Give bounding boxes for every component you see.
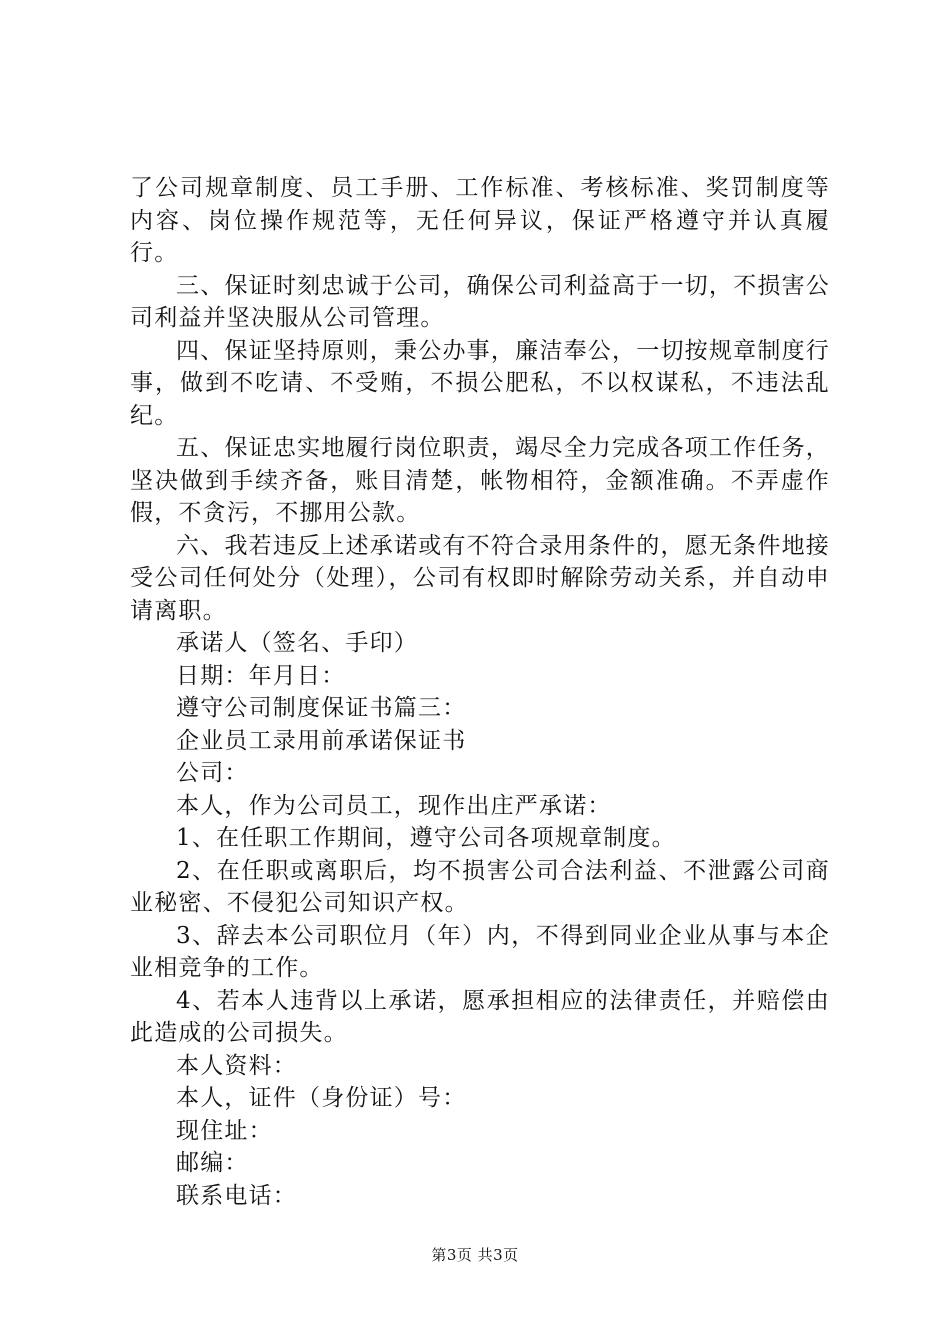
paragraph-4: 五、保证忠实地履行岗位职责，竭尽全力完成各项工作任务，坚决做到手续齐备，账目清楚，帐物相符，金额准确。不弄虚作假，不贪污，不挪用公款。 [130, 435, 830, 526]
address-field: 现住址： [176, 1117, 273, 1144]
pledge-item-4: 4、若本人违背以上承诺，愿承担相应的法律责任，并赔偿由此造成的公司损失。 [130, 987, 830, 1046]
document-body [130, 172, 830, 1212]
addressee: 公司： [176, 760, 249, 786]
paragraph-1: 了公司规章制度、员工手册、工作标准、考核标准、奖罚制度等内容、岗位操作规范等，无任何异议，保证严格遵守并认真履行。 [130, 175, 830, 266]
paragraph-3: 四、保证坚持原则，秉公办事，廉洁奉公，一切按规章制度行事，做到不吃请、不受贿，不损公肥私，不以权谋私，不违法乱纪。 [130, 337, 830, 429]
section-heading: 遵守公司制度保证书篇三： [176, 695, 467, 721]
pledge-item-2: 2、在任职或离职后，均不损害公司合法利益、不泄露公司商业秘密、不侵犯公司知识产权。 [130, 857, 830, 916]
paragraph-2: 三、保证时刻忠诚于公司，确保公司利益高于一切，不损害公司利益并坚决服从公司管理。 [130, 272, 830, 331]
phone-field: 联系电话： [176, 1182, 297, 1209]
document-title: 企业员工录用前承诺保证书 [176, 727, 467, 754]
pledge-item-3: 3、辞去本公司职位月（年）内，不得到同业企业从事与本企业相竞争的工作。 [130, 922, 830, 981]
postcode-field: 邮编： [176, 1150, 249, 1176]
signature-line: 承诺人（签名、手印） [176, 630, 418, 656]
page-footer: 第3页 共3页 [431, 1246, 519, 1264]
pledge-intro: 本人，作为公司员工，现作出庄严承诺： [176, 792, 612, 819]
id-number-field: 本人，证件（身份证）号： [176, 1085, 467, 1111]
date-line: 日期：年月日： [176, 662, 346, 689]
paragraph-5: 六、我若违反上述承诺或有不符合录用条件的，愿无条件地接受公司任何处分（处理），公司有权即时解除劳动关系，并自动申请离职。 [130, 532, 830, 624]
personal-info-heading: 本人资料： [176, 1052, 297, 1079]
pledge-item-1: 1、在任职工作期间，遵守公司各项规章制度。 [176, 825, 676, 851]
